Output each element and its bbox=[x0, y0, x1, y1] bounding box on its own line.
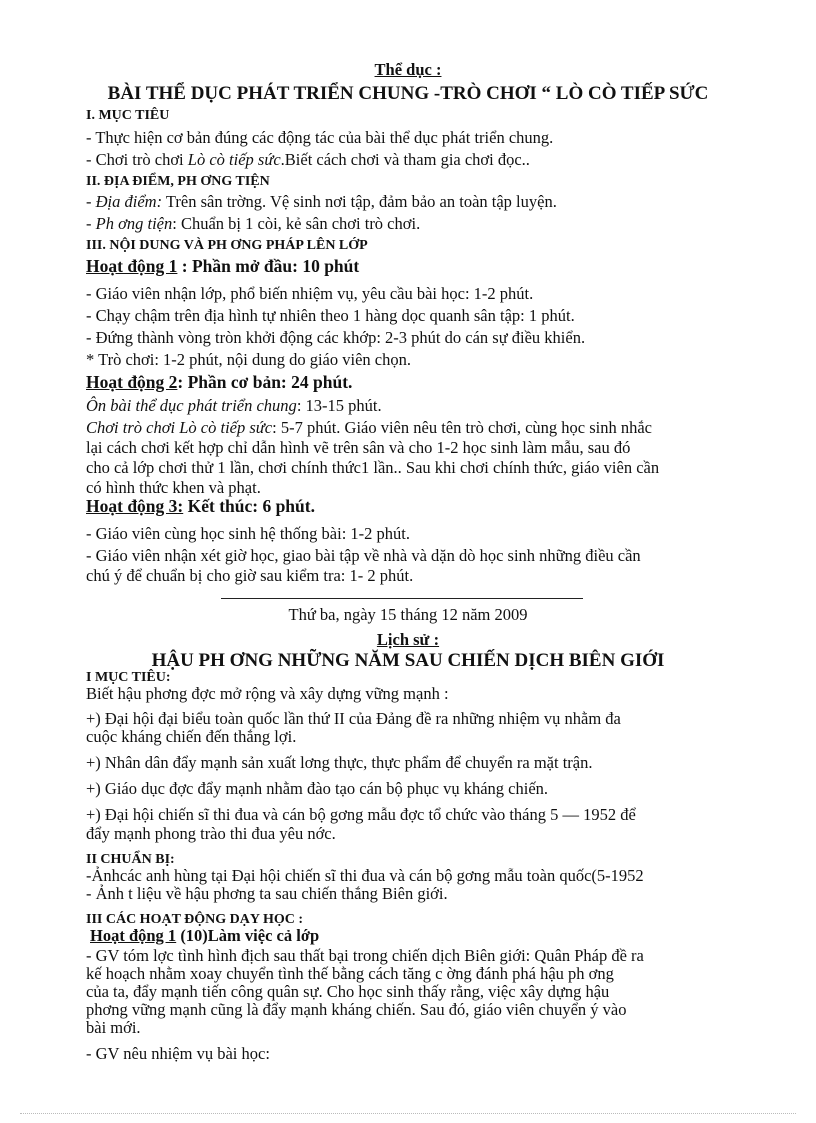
history-item: +) Giáo dục đợc đẩy mạnh nhằm đào tạo cán bộ phục vụ kháng chiến. bbox=[86, 779, 549, 798]
pe-activity-1-heading: Hoạt động 1 : Phần mở đầu: 10 phút bbox=[86, 256, 360, 276]
history-item: cuộc kháng chiến đến thắng lợi. bbox=[86, 727, 297, 746]
pe-activity-3-item: - Giáo viên nhận xét giờ học, giao bài tập về nhà và dặn dò học sinh những điều cần bbox=[86, 546, 641, 565]
pe-activity-2-para-line: cho cả lớp chơi thử 1 lần, chơi chính thức1 lần.. Sau khi chơi chính thức, giáo viên cần bbox=[86, 458, 660, 477]
history-item: đẩy mạnh phong trào thi đua yêu nớc. bbox=[86, 824, 336, 843]
pe-location-2: - Ph ơng tiện: Chuẩn bị 1 còi, kẻ sân chơi trò chơi. bbox=[86, 214, 421, 233]
pe-title: BÀI THỂ DỤC PHÁT TRIỂN CHUNG -TRÒ CHƠI “ LÒ CÒ TIẾP SỨC bbox=[107, 83, 709, 104]
history-activity-1-line: bài mới. bbox=[86, 1018, 141, 1037]
history-activity-1-line: phơng vững mạnh cũng là đẩy mạnh kháng chiến. Sau đó, giáo viên chuyển ý vào bbox=[86, 1000, 627, 1019]
pe-activity-2-heading: Hoạt động 2: Phần cơ bản: 24 phút. bbox=[86, 372, 353, 392]
history-objectives-heading: I MỤC TIÊU: bbox=[86, 670, 171, 685]
pe-objective-2: - Chơi trò chơi Lò cò tiếp sức.Biết cách chơi và tham gia chơi đọc.. bbox=[86, 150, 530, 169]
history-intro: Biết hậu phơng đợc mở rộng và xây dựng vững mạnh : bbox=[86, 684, 449, 703]
pe-activity-2-para-line: Chơi trò chơi Lò cò tiếp sức: 5-7 phút. Giáo viên nêu tên trò chơi, cùng học sinh nhắc bbox=[86, 418, 652, 437]
pe-subject: Thể dục : bbox=[374, 60, 442, 79]
pe-objective-1: - Thực hiện cơ bản đúng các động tác của bài thể dục phát triển chung. bbox=[86, 128, 554, 147]
history-item: +) Đại hội chiến sĩ thi đua và cán bộ gơng mẫu đợc tổ chức vào tháng 5 — 1952 để bbox=[86, 805, 636, 824]
history-subject: Lịch sử : bbox=[376, 630, 440, 649]
pe-activity-3-item: chú ý để chuẩn bị cho giờ sau kiểm tra: 1- 2 phút. bbox=[86, 566, 414, 585]
history-activities-heading: III CÁC HOẠT ĐỘNG DẠY HỌC : bbox=[86, 912, 304, 927]
history-activity-1-line: của ta, đẩy mạnh tiến công quân sự. Cho học sinh thấy rằng, việc xây dựng hậu bbox=[86, 982, 610, 1001]
pe-activity-1-item: - Chạy chậm trên địa hình tự nhiên theo 1 hàng dọc quanh sân tập: 1 phút. bbox=[86, 306, 575, 325]
pe-content-heading: III. NỘI DUNG VÀ PH ƠNG PHÁP LÊN LỚP bbox=[86, 238, 368, 253]
history-activity-1-heading: Hoạt động 1 (10)Làm việc cả lớp bbox=[90, 926, 320, 945]
page-bottom-border bbox=[20, 1113, 796, 1114]
history-activity-1-line: kế hoạch nhằm xoay chuyển tình thế bằng cách tăng c ờng đánh phá hậu ph ơng bbox=[86, 964, 614, 983]
pe-location-1: - Địa điểm: Trên sân trờng. Vệ sinh nơi tập, đảm bảo an toàn tập luyện. bbox=[86, 192, 557, 211]
history-prep-item: -Ảnhcác anh hùng tại Đại hội chiến sĩ thi đua và cán bộ gơng mẫu toàn quốc(5-1952 bbox=[86, 866, 644, 885]
section-divider bbox=[221, 598, 583, 599]
pe-activity-2-line: Ôn bài thể dục phát triển chung: 13-15 phút. bbox=[86, 396, 382, 415]
pe-location-heading: II. ĐỊA ĐIỂM, PH ƠNG TIỆN bbox=[86, 174, 270, 189]
pe-activity-1-item: - Đứng thành vòng tròn khởi động các khớp: 2-3 phút do cán sự điều khiển. bbox=[86, 328, 586, 347]
history-last-line: - GV nêu nhiệm vụ bài học: bbox=[86, 1044, 270, 1063]
history-title: HẬU PH ƠNG NHỮNG NĂM SAU CHIẾN DỊCH BIÊN GIỚI bbox=[151, 650, 665, 671]
pe-activity-1-item: * Trò chơi: 1-2 phút, nội dung do giáo viên chọn. bbox=[86, 350, 411, 369]
pe-activity-2-para-line: có hình thức khen và phạt. bbox=[86, 478, 261, 497]
pe-activity-3-heading: Hoạt động 3: Kết thúc: 6 phút. bbox=[86, 496, 315, 516]
history-item: +) Nhân dân đẩy mạnh sản xuất lơng thực, thực phẩm để chuyển ra mặt trận. bbox=[86, 753, 593, 772]
pe-objectives-heading: I. MỤC TIÊU bbox=[86, 108, 170, 123]
history-prep-item: - Ảnh t liệu về hậu phơng ta sau chiến thắng Biên giới. bbox=[86, 884, 448, 903]
history-prep-heading: II CHUẨN BỊ: bbox=[86, 852, 175, 867]
history-activity-1-line: - GV tóm lợc tình hình địch sau thất bại trong chiến dịch Biên giới: Quân Pháp đề ra bbox=[86, 946, 644, 965]
pe-activity-1-item: - Giáo viên nhận lớp, phổ biến nhiệm vụ, yêu cầu bài học: 1-2 phút. bbox=[86, 284, 534, 303]
pe-activity-2-para-line: lại cách chơi kết hợp chỉ dẫn hình vẽ trên sân và cho 1-2 học sinh làm mẫu, sau đó bbox=[86, 438, 631, 457]
pe-activity-3-item: - Giáo viên cùng học sinh hệ thống bài: 1-2 phút. bbox=[86, 524, 410, 543]
history-item: +) Đại hội đại biểu toàn quốc lần thứ II của Đảng đề ra những nhiệm vụ nhằm đa bbox=[86, 709, 621, 728]
date-line: Thứ ba, ngày 15 tháng 12 năm 2009 bbox=[288, 605, 528, 624]
